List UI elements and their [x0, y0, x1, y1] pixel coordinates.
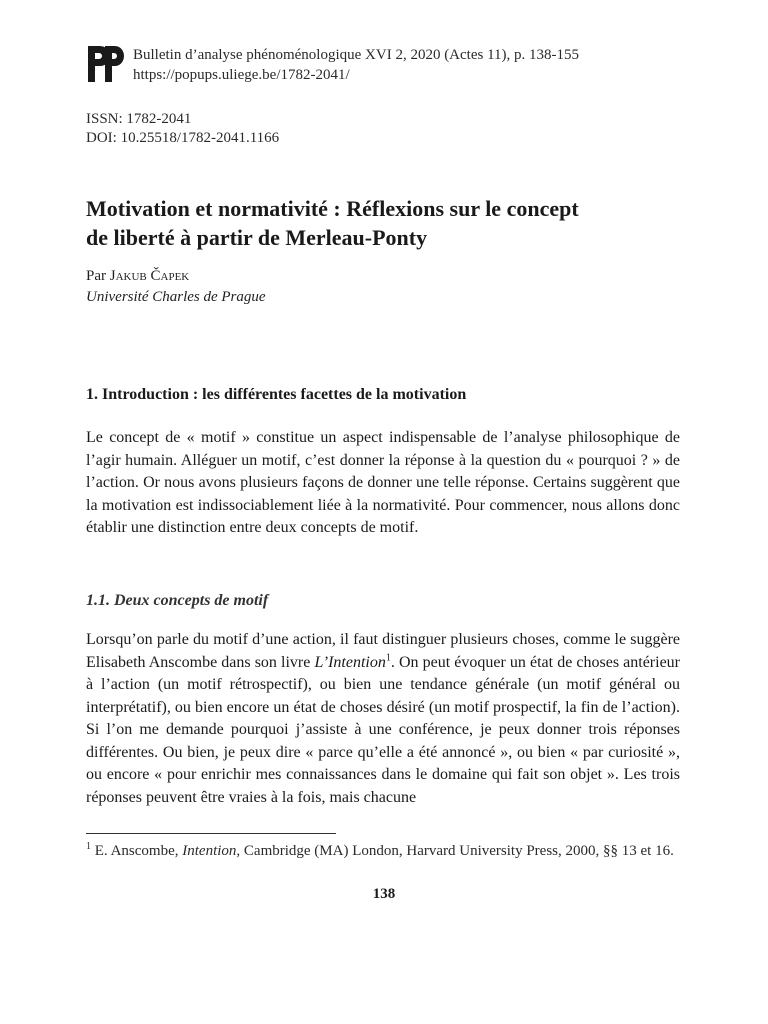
- author-block: [86, 266, 266, 308]
- body-text-start: Lorsqu’on parle du motif d’une action, il faut distinguer plusieurs choses, comme le suggère Elisabeth Anscombe dans son livre: [86, 631, 680, 671]
- journal-logo-icon: [86, 46, 124, 82]
- body-text-end: . On peut évoquer un état de choses antérieur à l’action (un motif rétrospectif), ou bien une tendance générale (un motif général ou interprétatif), ou bien encore un état de choses désiré (un motif prospectif, la fin de l’action). Si l’on me demande pourquoi j’assiste à une conférence, je peux donner trois réponses différentes. Ou bien, je peux dire « parce qu’elle a été annoncé », ou bien « par curiosité », ou encore « pour enrichir mes connaissances dans le domaine qui fait son objet ». Les trois réponses peuvent être vraies à la fois, mais chacune: [86, 653, 680, 806]
- footnote-text-start: E. Anscombe,: [91, 843, 183, 859]
- page-number: 138: [372, 886, 396, 902]
- body-paragraph: [86, 629, 680, 809]
- footnote-divider: [86, 833, 336, 834]
- journal-header: [133, 45, 579, 85]
- journal-url: https://popups.uliege.be/1782-2041/: [133, 67, 350, 83]
- author-prefix: Par: [86, 268, 110, 284]
- journal-citation: Bulletin d’analyse phénoménologique XVI 2, 2020 (Actes 11), p. 138-155: [133, 47, 580, 63]
- article-identifiers: [86, 110, 279, 148]
- title-line-2: de liberté à partir de Merleau-Ponty: [86, 225, 428, 250]
- subsection-heading: 1.1. Deux concepts de motif: [86, 592, 269, 609]
- footnote-marker: 1: [86, 841, 91, 852]
- footnote-reference[interactable]: 1: [385, 652, 391, 664]
- doi: DOI: 10.25518/1782-2041.1166: [86, 130, 280, 146]
- author-name: Jakub Čapek: [109, 268, 190, 284]
- book-title: L’Intention: [314, 653, 386, 671]
- title-line-1: Motivation et normativité : Réflexions sur le concept: [86, 196, 579, 221]
- article-title: [86, 194, 686, 252]
- section-heading: 1. Introduction : les différentes facettes de la motivation: [86, 386, 467, 403]
- footnote-text-end: , Cambridge (MA) London, Harvard University Press, 2000, §§ 13 et 16.: [236, 843, 674, 859]
- author-affiliation: Université Charles de Prague: [86, 289, 266, 305]
- footnote-book-title: Intention: [182, 843, 237, 859]
- footnote: [86, 841, 680, 862]
- intro-paragraph: Le concept de « motif » constitue un aspect indispensable de l’analyse philosophique de l’agir humain. Alléguer un motif, c’est donner la réponse à la question du « pourquoi ? » de l’action. Or nous avons plusieurs façons de donner une telle réponse. Certains suggèrent que la motivation est indissociablement liée à la normativité. Pour commencer, nous allons donc établir une distinction entre deux concepts de motif.: [86, 429, 680, 536]
- issn: ISSN: 1782-2041: [86, 111, 192, 127]
